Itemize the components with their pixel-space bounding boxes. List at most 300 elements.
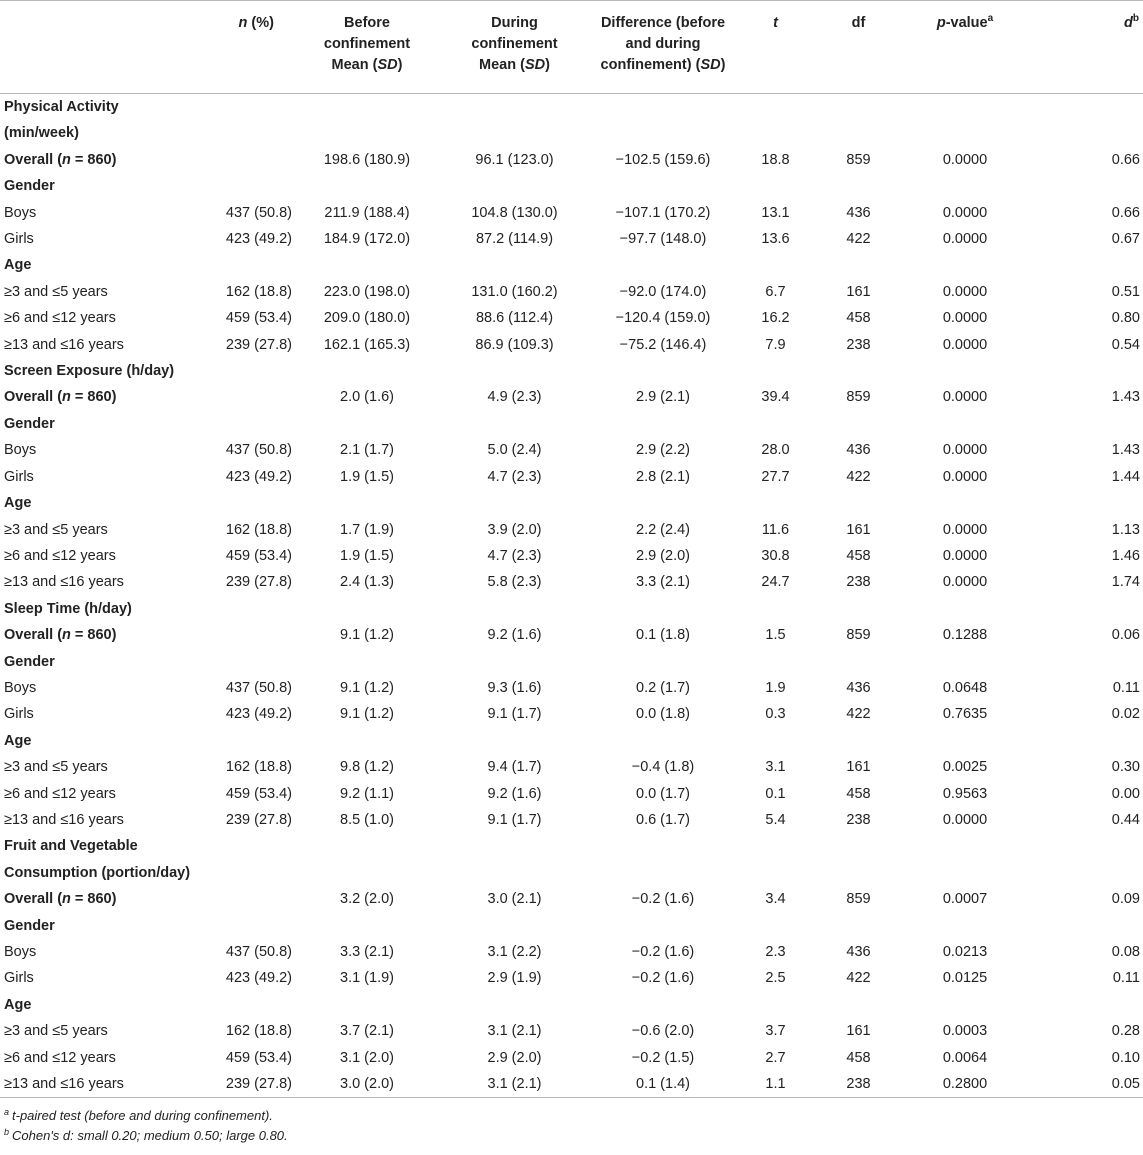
cell-df: 238 — [846, 811, 871, 828]
cell-difference: 2.2 (2.4) — [636, 521, 690, 538]
empty-cell — [905, 833, 1025, 859]
empty-cell — [739, 120, 812, 146]
header-during-line3: Mean ( — [479, 57, 525, 73]
footnote-text: Cohen's d: small 0.20; medium 0.50; large 0.80. — [12, 1128, 288, 1144]
cell-t: 3.1 — [765, 759, 786, 776]
table-row — [0, 279, 1143, 305]
cell-df: 859 — [846, 891, 871, 908]
cell-before: 2.1 (1.7) — [340, 442, 394, 459]
empty-cell — [442, 358, 587, 384]
cell-n-percent — [200, 622, 292, 648]
header-during-sd: SD — [524, 57, 546, 73]
row-label: Boys — [4, 679, 37, 696]
cell-d: 1.43 — [1111, 442, 1140, 459]
gender-heading-row — [0, 173, 1143, 199]
row-label: ≥13 and ≤16 years — [0, 1071, 200, 1098]
cell-difference: 3.3 (2.1) — [636, 574, 690, 591]
header-diff-line1: Difference (before — [600, 15, 726, 31]
cell-d: 0.09 — [1111, 891, 1140, 908]
empty-cell — [587, 94, 739, 121]
empty-cell — [1025, 120, 1143, 146]
empty-cell — [812, 913, 905, 939]
cell-during: 2.9 (1.9) — [487, 970, 542, 987]
cell-p-value: 0.0000 — [942, 811, 988, 828]
cell-during: 104.8 (130.0) — [471, 204, 558, 221]
empty-cell — [739, 649, 812, 675]
section-title-row — [0, 94, 1143, 121]
footnotes — [0, 1098, 1143, 1146]
cell-d: 0.28 — [1111, 1023, 1140, 1040]
row-label: ≥6 and ≤12 years — [4, 310, 116, 327]
cell-t: 3.4 — [765, 891, 786, 908]
table-row — [0, 781, 1143, 807]
empty-cell — [812, 860, 905, 886]
empty-cell — [739, 596, 812, 622]
empty-cell — [587, 992, 739, 1018]
footnote-text: t-paired test (before and during confinement). — [12, 1108, 273, 1124]
gender-heading-row-label: Gender — [4, 653, 55, 670]
row-label: Girls — [4, 970, 34, 987]
cell-before: 3.3 (2.1) — [340, 944, 394, 960]
cell-during: 9.3 (1.6) — [487, 679, 542, 696]
cell-during: 86.9 (109.3) — [475, 336, 554, 353]
empty-cell — [200, 173, 292, 199]
cell-d: 1.46 — [1111, 547, 1140, 564]
cell-before: 3.7 (2.1) — [340, 1023, 394, 1040]
cell-during: 9.2 (1.6) — [487, 627, 542, 644]
empty-cell — [812, 992, 905, 1018]
cell-t: 5.4 — [765, 811, 786, 828]
empty-cell — [1025, 649, 1143, 675]
age-heading-row-label: Age — [4, 257, 32, 274]
cell-d: 0.05 — [1025, 1071, 1143, 1098]
cell-d: 0.02 — [1111, 706, 1140, 723]
cell-during: 5.0 (2.4) — [487, 442, 542, 459]
empty-cell — [905, 252, 1025, 278]
cell-d: 0.80 — [1111, 310, 1140, 327]
header-before-line2: confinement — [323, 36, 411, 52]
header-before-line1: Before — [344, 15, 390, 31]
empty-cell — [905, 173, 1025, 199]
empty-cell — [587, 490, 739, 516]
cell-d: 0.11 — [1112, 679, 1140, 696]
cell-d: 0.54 — [1111, 336, 1140, 353]
gender-heading-row — [0, 649, 1143, 675]
section-title-row — [0, 120, 1143, 146]
empty-cell — [292, 913, 442, 939]
table-row — [0, 675, 1143, 701]
empty-cell — [292, 833, 442, 859]
cell-d: 0.10 — [1111, 1049, 1140, 1066]
empty-cell — [905, 728, 1025, 754]
cell-p-value: 0.0000 — [942, 468, 988, 485]
cell-df: 238 — [846, 336, 871, 353]
cell-d: 0.66 — [1111, 204, 1140, 221]
empty-cell — [200, 490, 292, 516]
cell-during: 4.7 (2.3) — [487, 547, 542, 564]
cell-df: 161 — [846, 521, 871, 538]
cell-difference: 0.0 (1.7) — [636, 785, 690, 802]
cell-before: 211.9 (188.4) — [324, 204, 410, 221]
empty-cell — [292, 94, 442, 121]
empty-cell — [812, 94, 905, 121]
cell-difference: −0.2 (1.6) — [631, 891, 695, 908]
row-label: Boys — [4, 944, 37, 960]
row-label — [0, 147, 200, 173]
empty-cell — [905, 992, 1025, 1018]
cell-difference: −0.2 (1.6) — [631, 944, 695, 960]
header-before-line3: Mean ( — [331, 57, 378, 73]
row-label: ≥3 and ≤5 years — [4, 283, 108, 300]
cell-difference: −107.1 (170.2) — [615, 204, 711, 221]
cell-p-value: 0.0000 — [942, 204, 988, 221]
cell-p-value: 0.0000 — [942, 442, 988, 459]
cell-p-value: 0.1288 — [942, 627, 988, 644]
cell-df: 458 — [846, 547, 871, 564]
empty-cell — [739, 411, 812, 437]
header-p-rest: -value — [945, 15, 988, 31]
header-d-symbol: d — [1124, 15, 1133, 31]
table-row — [0, 1071, 1143, 1098]
cell-before: 3.1 (2.0) — [340, 1049, 394, 1066]
cell-t: 2.3 — [765, 944, 786, 960]
table-row — [0, 305, 1143, 331]
cell-p-value: 0.0000 — [942, 336, 988, 353]
empty-cell — [587, 860, 739, 886]
empty-cell — [587, 120, 739, 146]
header-difference: Difference (before and during confinement) (SD) — [587, 1, 739, 94]
cell-difference: −0.6 (2.0) — [631, 1023, 695, 1040]
cell-df: 859 — [846, 151, 871, 168]
gender-heading-row-label: Gender — [4, 917, 55, 934]
empty-cell — [905, 120, 1025, 146]
cell-difference: 0.6 (1.7) — [636, 811, 690, 828]
empty-cell — [292, 173, 442, 199]
section-title-row-label: Screen Exposure (h/day) — [4, 363, 175, 380]
overall-n-value: = 860) — [70, 627, 117, 644]
header-n-rest: (%) — [247, 15, 274, 31]
header-t — [739, 1, 812, 94]
cell-before: 184.9 (172.0) — [323, 231, 411, 248]
footnote-mark: a — [4, 1107, 10, 1118]
cell-n-percent: 437 (50.8) — [225, 679, 292, 696]
empty-cell — [812, 833, 905, 859]
row-label: ≥6 and ≤12 years — [4, 547, 116, 564]
table-row — [0, 332, 1143, 358]
header-p-value — [905, 1, 1025, 94]
cell-n-percent: 459 (53.4) — [225, 547, 292, 564]
row-label: Girls — [4, 231, 34, 248]
overall-n-value: = 860) — [70, 151, 117, 168]
empty-cell — [442, 94, 587, 121]
header-p-footnote-mark: a — [987, 13, 994, 25]
cell-df: 238 — [846, 574, 871, 591]
cell-t: 2.7 — [765, 1049, 786, 1066]
empty-cell — [442, 833, 587, 859]
cell-n-percent — [200, 384, 292, 410]
age-heading-row — [0, 490, 1143, 516]
cell-n-percent: 239 (27.8) — [225, 811, 292, 828]
cell-t: 1.9 — [765, 679, 786, 696]
table-row — [0, 939, 1143, 965]
cell-before: 162.1 (165.3) — [323, 336, 411, 353]
empty-cell — [292, 358, 442, 384]
empty-cell — [200, 252, 292, 278]
empty-cell — [812, 252, 905, 278]
cell-before: 1.9 (1.5) — [340, 547, 394, 564]
table-row — [0, 701, 1143, 727]
row-label: ≥6 and ≤12 years — [4, 785, 116, 802]
cell-d: 0.66 — [1111, 151, 1140, 168]
cell-p-value: 0.0000 — [942, 310, 988, 327]
empty-cell — [587, 833, 739, 859]
cell-d: 1.43 — [1111, 389, 1140, 406]
cell-during: 9.2 (1.6) — [487, 785, 542, 802]
cell-n-percent — [200, 886, 292, 912]
section-title-row-label: Physical Activity — [4, 99, 119, 115]
cell-before: 8.5 (1.0) — [340, 811, 394, 828]
empty-cell — [442, 596, 587, 622]
empty-cell — [200, 992, 292, 1018]
cell-p-value: 0.0000 — [942, 283, 988, 300]
empty-cell — [200, 120, 292, 146]
header-blank — [0, 1, 200, 94]
cell-before: 9.2 (1.1) — [340, 785, 394, 802]
section-title-row-label: (min/week) — [4, 125, 79, 142]
empty-cell — [739, 913, 812, 939]
empty-cell — [905, 94, 1025, 121]
cell-df: 161 — [846, 283, 871, 300]
cell-p-value: 0.0000 — [942, 151, 988, 168]
empty-cell — [292, 490, 442, 516]
header-df — [812, 1, 905, 94]
cell-before: 2.0 (1.6) — [340, 389, 394, 406]
table-row — [0, 1018, 1143, 1044]
empty-cell — [812, 120, 905, 146]
cell-before: 223.0 (198.0) — [323, 283, 411, 300]
cell-before: 1.7 (1.9) — [340, 521, 394, 538]
empty-cell — [200, 833, 292, 859]
cell-df: 859 — [846, 389, 871, 406]
table-row — [0, 437, 1143, 463]
cell-d: 0.67 — [1111, 231, 1140, 248]
cell-t: 7.9 — [765, 336, 786, 353]
cell-during: 131.0 (160.2) — [471, 283, 558, 300]
header-d-footnote-mark: b — [1132, 13, 1139, 25]
overall-n-symbol: n — [62, 389, 71, 406]
table-row — [0, 517, 1143, 543]
cell-t: 13.1 — [761, 204, 790, 221]
cell-t: 13.6 — [761, 231, 790, 248]
footnote — [4, 1126, 1143, 1146]
age-heading-row-label: Age — [4, 732, 32, 749]
cell-t: 1.1 — [739, 1071, 812, 1098]
empty-cell — [1025, 358, 1143, 384]
cell-before: 1.9 (1.5) — [340, 468, 394, 485]
cell-t: 3.7 — [765, 1023, 786, 1040]
cell-n-percent: 437 (50.8) — [225, 204, 292, 221]
cell-before: 209.0 (180.0) — [323, 310, 411, 327]
cell-t: 6.7 — [765, 283, 786, 300]
cell-p-value: 0.0213 — [942, 944, 988, 960]
empty-cell — [1025, 992, 1143, 1018]
section-title-row — [0, 860, 1143, 886]
overall-n-symbol: n — [62, 627, 71, 644]
header-n-symbol: n — [238, 15, 248, 31]
empty-cell — [1025, 411, 1143, 437]
empty-cell — [200, 411, 292, 437]
cell-t: 28.0 — [761, 442, 790, 459]
empty-cell — [200, 358, 292, 384]
header-diff-sd: SD — [700, 57, 721, 73]
cell-n-percent: 459 (53.4) — [225, 310, 292, 327]
section-title-row-label: Sleep Time (h/day) — [4, 600, 132, 617]
empty-cell — [739, 358, 812, 384]
cell-df: 238 — [812, 1071, 905, 1098]
empty-cell — [905, 860, 1025, 886]
section-title-row-label: Consumption (portion/day) — [4, 864, 191, 881]
empty-cell — [200, 860, 292, 886]
cell-d: 0.00 — [1111, 785, 1140, 802]
cell-n-percent: 437 (50.8) — [225, 944, 292, 960]
empty-cell — [587, 411, 739, 437]
cell-p-value: 0.0000 — [942, 231, 988, 248]
table-row — [0, 543, 1143, 569]
cell-df: 436 — [846, 679, 871, 696]
empty-cell — [292, 728, 442, 754]
cell-before: 3.1 (1.9) — [340, 970, 394, 987]
age-heading-row-label: Age — [4, 495, 32, 512]
header-before: Before confinement Mean (SD) — [292, 1, 442, 94]
cell-p-value: 0.0064 — [942, 1049, 988, 1066]
table-row — [0, 226, 1143, 252]
overall-label: Overall ( — [4, 151, 63, 168]
cell-df: 436 — [846, 442, 871, 459]
cell-n-percent: 162 (18.8) — [225, 759, 292, 776]
cell-before: 9.1 (1.2) — [340, 706, 394, 723]
cell-during: 9.1 (1.7) — [487, 811, 542, 828]
overall-row — [0, 384, 1143, 410]
cell-difference: −97.7 (148.0) — [619, 231, 707, 248]
cell-during: 96.1 (123.0) — [475, 151, 554, 168]
header-diff-line2: and during — [625, 36, 701, 52]
empty-cell — [1025, 252, 1143, 278]
section-title-row — [0, 596, 1143, 622]
empty-cell — [905, 358, 1025, 384]
cell-df: 436 — [846, 944, 871, 960]
cell-d: 0.51 — [1111, 283, 1140, 300]
cell-before: 198.6 (180.9) — [323, 151, 411, 168]
cell-n-percent: 423 (49.2) — [225, 970, 292, 987]
footnote-mark: b — [4, 1127, 10, 1138]
row-label: ≥3 and ≤5 years — [4, 521, 108, 538]
table-row — [0, 200, 1143, 226]
cell-p-value: 0.0000 — [942, 574, 988, 591]
cell-t: 24.7 — [761, 574, 790, 591]
empty-cell — [739, 252, 812, 278]
empty-cell — [292, 120, 442, 146]
cell-difference: −0.4 (1.8) — [631, 759, 695, 776]
cell-difference: −75.2 (146.4) — [619, 336, 707, 353]
empty-cell — [1025, 596, 1143, 622]
age-heading-row — [0, 992, 1143, 1018]
cell-n-percent: 239 (27.8) — [225, 336, 292, 353]
cell-n-percent: 423 (49.2) — [225, 231, 292, 248]
gender-heading-row — [0, 913, 1143, 939]
cell-t: 16.2 — [761, 310, 790, 327]
empty-cell — [905, 490, 1025, 516]
empty-cell — [812, 490, 905, 516]
cell-d: 1.74 — [1111, 574, 1140, 591]
cell-difference: −0.2 (1.5) — [631, 1049, 695, 1066]
header-t-label: t — [773, 15, 778, 31]
cell-df: 161 — [846, 759, 871, 776]
empty-cell — [812, 173, 905, 199]
empty-cell — [739, 992, 812, 1018]
cell-difference: −92.0 (174.0) — [619, 283, 707, 300]
empty-cell — [812, 596, 905, 622]
cell-d: 1.44 — [1111, 468, 1140, 485]
overall-n-value: = 860) — [70, 891, 117, 908]
overall-n-symbol: n — [62, 891, 71, 908]
overall-label: Overall ( — [4, 891, 63, 908]
section-title-row — [0, 833, 1143, 859]
empty-cell — [587, 252, 739, 278]
empty-cell — [442, 173, 587, 199]
empty-cell — [587, 649, 739, 675]
empty-cell — [1025, 490, 1143, 516]
table-row — [0, 569, 1143, 595]
section-title-row-label: Fruit and Vegetable — [4, 838, 138, 855]
cell-t: 2.5 — [765, 970, 786, 987]
cell-n-percent: 162 (18.8) — [225, 521, 292, 538]
overall-n-symbol: n — [62, 151, 71, 168]
cell-during: 3.0 (2.1) — [487, 891, 542, 908]
header-during: During confinement Mean (SD) — [442, 1, 587, 94]
cell-during: 5.8 (2.3) — [487, 574, 542, 591]
empty-cell — [1025, 913, 1143, 939]
cell-during: 87.2 (114.9) — [475, 231, 554, 248]
cell-before: 9.1 (1.2) — [340, 627, 394, 644]
empty-cell — [905, 596, 1025, 622]
empty-cell — [905, 411, 1025, 437]
header-during-line1: During — [491, 15, 538, 31]
cell-df: 458 — [846, 310, 871, 327]
empty-cell — [812, 358, 905, 384]
empty-cell — [587, 358, 739, 384]
empty-cell — [812, 649, 905, 675]
age-heading-row — [0, 252, 1143, 278]
empty-cell — [587, 173, 739, 199]
cell-n-percent: 162 (18.8) — [225, 283, 292, 300]
cell-df: 161 — [846, 1023, 871, 1040]
empty-cell — [739, 860, 812, 886]
cell-p-value: 0.0000 — [942, 521, 988, 538]
cell-p-value: 0.0003 — [942, 1023, 988, 1040]
cell-difference: −102.5 (159.6) — [615, 151, 711, 168]
cell-df: 422 — [846, 231, 871, 248]
empty-cell — [200, 649, 292, 675]
table-row — [0, 807, 1143, 833]
empty-cell — [442, 411, 587, 437]
row-label: ≥3 and ≤5 years — [4, 759, 108, 776]
cell-difference: 2.9 (2.1) — [636, 389, 690, 406]
cell-t: 30.8 — [761, 547, 790, 564]
cell-d: 0.11 — [1112, 970, 1140, 987]
cell-p-value: 0.0000 — [942, 389, 988, 406]
cell-difference: 0.0 (1.8) — [636, 706, 690, 723]
header-n-percent — [200, 1, 292, 94]
